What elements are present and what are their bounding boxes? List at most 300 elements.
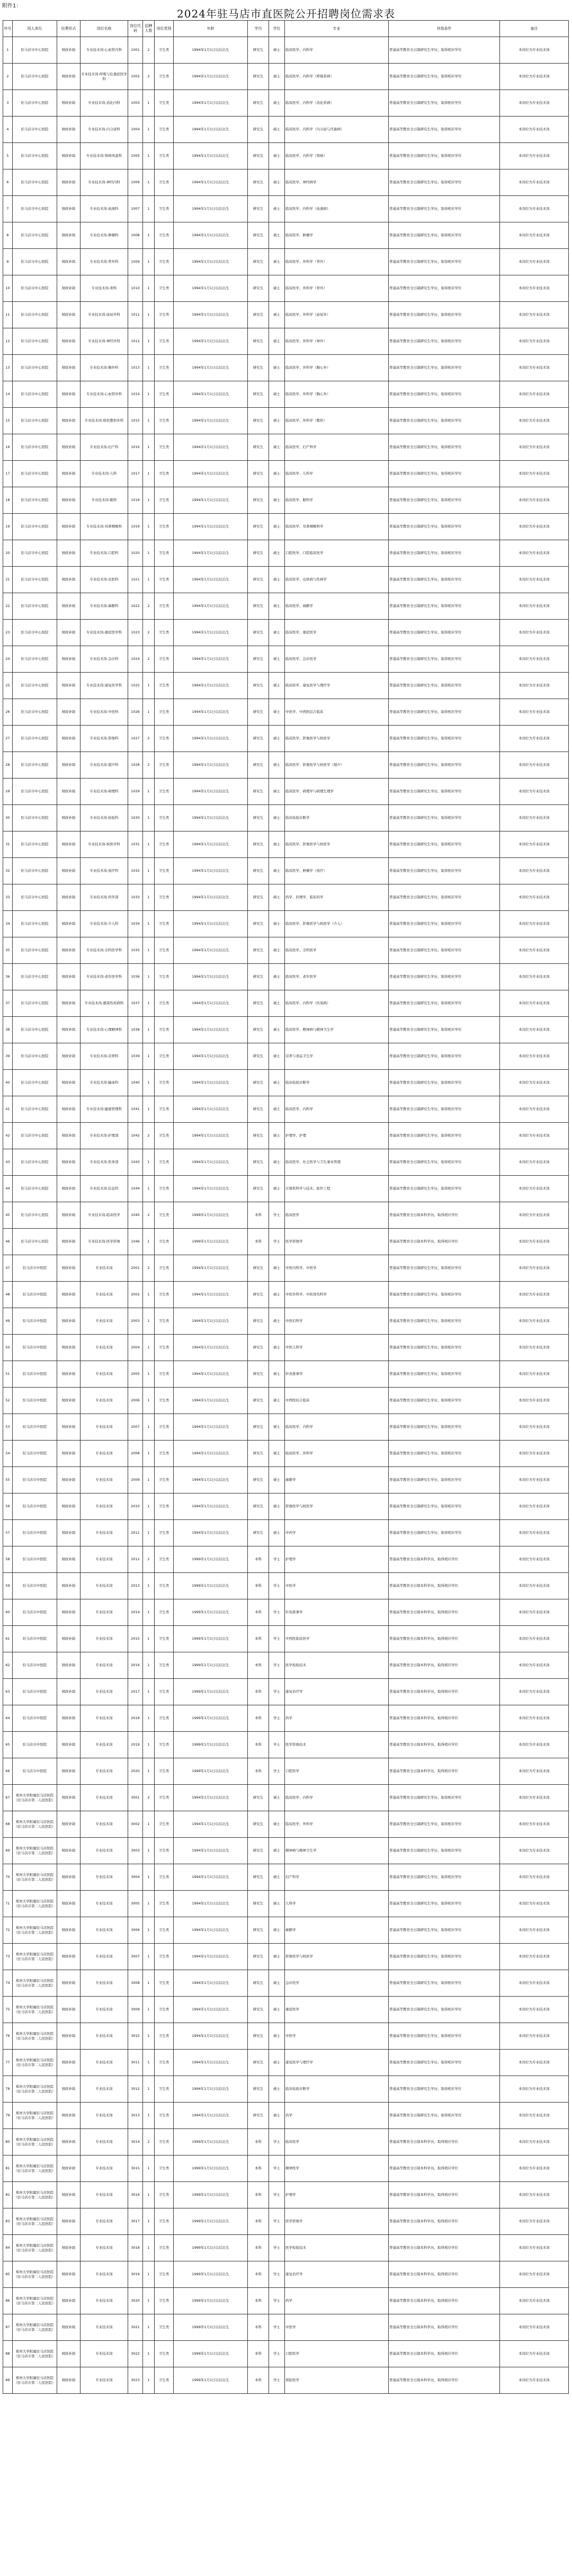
table-cell: 财政补助 bbox=[57, 1361, 81, 1388]
table-cell: 财政补助 bbox=[57, 1441, 81, 1467]
table-cell: 本科 bbox=[248, 1732, 269, 1758]
table-cell: 郑州大学附属驻马店医院（驻马店市第二人民医院） bbox=[13, 1891, 57, 1917]
table-cell: 硕士 bbox=[269, 990, 285, 1017]
table-cell: 驻马店市中心医院 bbox=[13, 143, 57, 169]
table-cell: 1994年1月1日以后出生 bbox=[174, 726, 248, 752]
table-cell: 郑州大学附属驻马店医院（驻马店市第二人民医院） bbox=[13, 2235, 57, 2261]
table-cell: 3019 bbox=[128, 2261, 143, 2288]
table-cell: 1994年1月1日以后出生 bbox=[174, 302, 248, 328]
table-cell: 1013 bbox=[128, 355, 143, 381]
table-cell: 1005 bbox=[128, 143, 143, 169]
table-cell: 硕士 bbox=[269, 328, 285, 355]
table-cell: 硕士 bbox=[269, 1917, 285, 1944]
table-cell: 2 bbox=[143, 620, 155, 646]
table-cell: 郑州大学附属驻马店医院（驻马店市第二人民医院） bbox=[13, 1785, 57, 1811]
table-cell: 财政补助 bbox=[57, 1997, 81, 2023]
table-cell: 驻马店市中心医院 bbox=[13, 831, 57, 858]
table-cell: 硕士 bbox=[269, 699, 285, 726]
table-cell: 学士 bbox=[269, 2367, 285, 2394]
table-cell: 本岗位为专业技术岗 bbox=[500, 805, 569, 831]
table-cell: 60 bbox=[3, 1599, 13, 1626]
table-cell: 卫生类 bbox=[155, 1123, 174, 1149]
table-cell: 药学、药理学、临床药学 bbox=[285, 884, 389, 911]
table-cell: 驻马店市中心医院 bbox=[13, 884, 57, 911]
table-cell: 硕士 bbox=[269, 487, 285, 514]
table-cell: 本岗位为专业技术岗 bbox=[500, 1149, 569, 1176]
table-cell: 康复治疗学 bbox=[285, 2261, 389, 2288]
table-row bbox=[3, 143, 569, 169]
table-cell: 卫生类 bbox=[155, 1652, 174, 1679]
table-cell: 卫生类 bbox=[155, 1997, 174, 2023]
table-row bbox=[3, 64, 569, 90]
table-row bbox=[3, 2367, 569, 2394]
table-cell: 普通高等教育全日制研究生学历，取得相应学位 bbox=[389, 2050, 500, 2076]
table-cell: 卫生类 bbox=[155, 143, 174, 169]
table-cell: 专业技术岗 bbox=[81, 1546, 128, 1573]
table-row bbox=[3, 1176, 569, 1202]
table-cell: 财政补助 bbox=[57, 1017, 81, 1043]
table-cell: 2004 bbox=[128, 1335, 143, 1361]
table-cell: 1994年1月1日以后出生 bbox=[174, 1493, 248, 1520]
table-cell: 研究生 bbox=[248, 1070, 269, 1096]
table-cell: 学士 bbox=[269, 2288, 285, 2314]
table-cell: 郑州大学附属驻马店医院（驻马店市第二人民医院） bbox=[13, 2103, 57, 2129]
table-cell: 本科 bbox=[248, 1758, 269, 1785]
table-cell: 71 bbox=[3, 1891, 13, 1917]
table-cell: 驻马店市中医院 bbox=[13, 1361, 57, 1388]
table-cell: 硕士 bbox=[269, 1838, 285, 1864]
table-cell: 研究生 bbox=[248, 434, 269, 461]
table-cell: 研究生 bbox=[248, 620, 269, 646]
table-cell: 3016 bbox=[128, 2182, 143, 2208]
table-cell: 硕士 bbox=[269, 805, 285, 831]
recruitment-table bbox=[3, 20, 569, 2394]
table-cell: 普通高等教育全日制研究生学历，取得相应学位 bbox=[389, 540, 500, 567]
table-cell: 硕士 bbox=[269, 1864, 285, 1891]
table-cell: 15 bbox=[3, 408, 13, 434]
table-cell: 医学影像学 bbox=[285, 2208, 389, 2235]
table-cell: 专业技术岗-药学部 bbox=[81, 884, 128, 911]
table-cell: 卫生类 bbox=[155, 1096, 174, 1123]
table-cell: 1994年1月1日以后出生 bbox=[174, 567, 248, 593]
table-cell: 普通高等教育全日制研究生学历，取得相应学位 bbox=[389, 1997, 500, 2023]
table-cell: 财政补助 bbox=[57, 1732, 81, 1758]
table-cell: 硕士 bbox=[269, 1520, 285, 1546]
table-cell: 1994年1月1日以后出生 bbox=[174, 1149, 248, 1176]
table-cell: 硕士 bbox=[269, 1043, 285, 1070]
table-cell: 本岗位为专业技术岗 bbox=[500, 1123, 569, 1149]
table-cell: 卫生类 bbox=[155, 858, 174, 884]
table-cell: 普通高等教育全日制研究生学历，取得相应学位 bbox=[389, 514, 500, 540]
table-cell: 专业技术岗-心血管外科 bbox=[81, 381, 128, 408]
table-cell: 2 bbox=[3, 64, 13, 90]
table-cell: 9 bbox=[3, 249, 13, 275]
table-cell: 本岗位为专业技术岗 bbox=[500, 1335, 569, 1361]
table-cell: 专业技术岗-烧伤整形外科 bbox=[81, 408, 128, 434]
table-cell: 专业技术岗 bbox=[81, 1441, 128, 1467]
table-cell: 驻马店市中心医院 bbox=[13, 1149, 57, 1176]
header-cell: 年龄 bbox=[174, 21, 248, 37]
table-row bbox=[3, 726, 569, 752]
table-cell: 45 bbox=[3, 1202, 13, 1229]
table-cell: 郑州大学附属驻马店医院（驻马店市第二人民医院） bbox=[13, 2050, 57, 2076]
table-cell: 1 bbox=[143, 275, 155, 302]
table-cell: 1 bbox=[143, 2261, 155, 2288]
table-cell: 1 bbox=[143, 2076, 155, 2103]
table-cell: 财政补助 bbox=[57, 1335, 81, 1361]
table-cell: 21 bbox=[3, 567, 13, 593]
table-cell: 驻马店市中心医院 bbox=[13, 937, 57, 964]
table-cell: 硕士 bbox=[269, 964, 285, 990]
table-cell: 硕士 bbox=[269, 1335, 285, 1361]
table-cell: 驻马店市中心医院 bbox=[13, 275, 57, 302]
table-cell: 研究生 bbox=[248, 1043, 269, 1070]
table-cell: 2 bbox=[143, 1123, 155, 1149]
table-cell: 1 bbox=[3, 37, 13, 64]
table-cell: 财政补助 bbox=[57, 726, 81, 752]
table-cell: 卫生类 bbox=[155, 37, 174, 64]
table-cell: 1 bbox=[143, 540, 155, 567]
table-cell: 财政补助 bbox=[57, 355, 81, 381]
table-cell: 财政补助 bbox=[57, 1652, 81, 1679]
table-cell: 2010 bbox=[128, 1493, 143, 1520]
table-cell: 财政补助 bbox=[57, 646, 81, 673]
table-cell: 28 bbox=[3, 752, 13, 779]
table-cell: 护理学、护理 bbox=[285, 1123, 389, 1149]
table-cell: 1999年1月1日以后出生 bbox=[174, 2261, 248, 2288]
table-cell: 62 bbox=[3, 1652, 13, 1679]
table-cell: 普通高等教育全日制研究生学历，取得相应学位 bbox=[389, 1070, 500, 1096]
table-cell: 10 bbox=[3, 275, 13, 302]
table-cell: 普通高等教育全日制研究生学历，取得相应学位 bbox=[389, 831, 500, 858]
table-cell: 驻马店市中医院 bbox=[13, 1441, 57, 1467]
table-cell: 卫生类 bbox=[155, 90, 174, 117]
table-cell: 1994年1月1日以后出生 bbox=[174, 990, 248, 1017]
table-cell: 硕士 bbox=[269, 1255, 285, 1282]
table-cell: 硕士 bbox=[269, 1997, 285, 2023]
table-cell: 财政补助 bbox=[57, 169, 81, 196]
table-cell: 本岗位为专业技术岗 bbox=[500, 196, 569, 222]
table-cell: 卫生类 bbox=[155, 1043, 174, 1070]
table-cell: 财政补助 bbox=[57, 620, 81, 646]
table-cell: 研究生 bbox=[248, 408, 269, 434]
table-cell: 普通高等教育全日制研究生学历，取得相应学位 bbox=[389, 884, 500, 911]
table-cell: 学士 bbox=[269, 1679, 285, 1705]
table-cell: 本岗位为专业技术岗 bbox=[500, 2367, 569, 2394]
table-cell: 25 bbox=[3, 673, 13, 699]
table-cell: 硕士 bbox=[269, 249, 285, 275]
table-cell: 研究生 bbox=[248, 143, 269, 169]
table-cell: 普通高等教育全日制研究生学历，取得相应学位 bbox=[389, 699, 500, 726]
table-cell: 研究生 bbox=[248, 1149, 269, 1176]
table-cell: 研究生 bbox=[248, 593, 269, 620]
table-cell: 专业技术岗 bbox=[81, 1997, 128, 2023]
table-cell: 专业技术岗 bbox=[81, 2314, 128, 2341]
table-cell: 20 bbox=[3, 540, 13, 567]
table-cell: 3012 bbox=[128, 2076, 143, 2103]
table-cell: 硕士 bbox=[269, 64, 285, 90]
table-cell: 卫生类 bbox=[155, 1970, 174, 1997]
table-cell: 卫生类 bbox=[155, 1017, 174, 1043]
table-cell: 1 bbox=[143, 1520, 155, 1546]
table-cell: 本科 bbox=[248, 2182, 269, 2208]
table-cell: 本岗位为专业技术岗 bbox=[500, 1679, 569, 1705]
table-cell: 80 bbox=[3, 2129, 13, 2155]
table-cell: 1994年1月1日以后出生 bbox=[174, 884, 248, 911]
table-cell: 财政补助 bbox=[57, 2023, 81, 2050]
table-cell: 1994年1月1日以后出生 bbox=[174, 2103, 248, 2129]
table-cell: 76 bbox=[3, 2023, 13, 2050]
table-cell: 临床检验诊断学 bbox=[285, 805, 389, 831]
table-cell: 1994年1月1日以后出生 bbox=[174, 2050, 248, 2076]
table-cell: 卫生类 bbox=[155, 2103, 174, 2129]
table-cell: 硕士 bbox=[269, 911, 285, 937]
table-cell: 本岗位为专业技术岗 bbox=[500, 1864, 569, 1891]
table-cell: 普通高等教育全日制研究生学历，取得相应学位 bbox=[389, 408, 500, 434]
table-cell: 卫生类 bbox=[155, 1599, 174, 1626]
table-cell: 驻马店市中心医院 bbox=[13, 1176, 57, 1202]
table-row bbox=[3, 1414, 569, 1441]
table-cell: 医学检验技术 bbox=[285, 1652, 389, 1679]
table-cell: 财政补助 bbox=[57, 381, 81, 408]
table-cell: 普通高等教育全日制本科学历，取得相应学位 bbox=[389, 1679, 500, 1705]
table-cell: 普通高等教育全日制本科学历，取得相应学位 bbox=[389, 1732, 500, 1758]
table-cell: 3017 bbox=[128, 2208, 143, 2235]
table-cell: 4 bbox=[3, 117, 13, 143]
table-cell: 专业技术岗 bbox=[81, 2367, 128, 2394]
table-cell: 1994年1月1日以后出生 bbox=[174, 1970, 248, 1997]
table-cell: 驻马店市中心医院 bbox=[13, 593, 57, 620]
table-cell: 1036 bbox=[128, 964, 143, 990]
table-cell: 1999年1月1日以后出生 bbox=[174, 1229, 248, 1255]
table-cell: 驻马店市中医院 bbox=[13, 1282, 57, 1308]
table-cell: 驻马店市中心医院 bbox=[13, 673, 57, 699]
table-cell: 卫生类 bbox=[155, 1335, 174, 1361]
table-row bbox=[3, 1944, 569, 1970]
table-cell: 普通高等教育全日制研究生学历，取得相应学位 bbox=[389, 620, 500, 646]
table-cell: 卫生类 bbox=[155, 2155, 174, 2182]
table-cell: 驻马店市中心医院 bbox=[13, 699, 57, 726]
table-cell: 专业技术岗 bbox=[81, 1970, 128, 1997]
table-cell: 临床医学、麻醉学 bbox=[285, 593, 389, 620]
table-cell: 临床医学、外科学（神外） bbox=[285, 328, 389, 355]
table-cell: 2017 bbox=[128, 1679, 143, 1705]
table-cell: 1021 bbox=[128, 567, 143, 593]
table-cell: 郑州大学附属驻马店医院（驻马店市第二人民医院） bbox=[13, 2288, 57, 2314]
table-row bbox=[3, 858, 569, 884]
table-cell: 1999年1月1日以后出生 bbox=[174, 2288, 248, 2314]
table-cell: 73 bbox=[3, 1944, 13, 1970]
table-row bbox=[3, 1149, 569, 1176]
table-cell: 驻马店市中医院 bbox=[13, 1308, 57, 1335]
table-cell: 硕士 bbox=[269, 779, 285, 805]
table-cell: 1994年1月1日以后出生 bbox=[174, 1388, 248, 1414]
table-row bbox=[3, 2050, 569, 2076]
table-row bbox=[3, 2235, 569, 2261]
table-cell: 卫生类 bbox=[155, 1944, 174, 1970]
table-cell: 普通高等教育全日制本科学历，取得相应学位 bbox=[389, 2341, 500, 2367]
table-cell: 硕士 bbox=[269, 1414, 285, 1441]
table-cell: 1024 bbox=[128, 646, 143, 673]
table-cell: 2 bbox=[143, 726, 155, 752]
table-cell: 1994年1月1日以后出生 bbox=[174, 1811, 248, 1838]
table-cell: 中医学 bbox=[285, 1573, 389, 1599]
table-row bbox=[3, 1970, 569, 1997]
table-row bbox=[3, 752, 569, 779]
table-cell: 本岗位为专业技术岗 bbox=[500, 2314, 569, 2341]
table-cell: 1006 bbox=[128, 169, 143, 196]
table-cell: 本岗位为专业技术岗 bbox=[500, 90, 569, 117]
table-cell: 研究生 bbox=[248, 990, 269, 1017]
table-cell: 卫生类 bbox=[155, 1308, 174, 1335]
table-cell: 本岗位为专业技术岗 bbox=[500, 593, 569, 620]
table-cell: 专业技术岗-心血管内科 bbox=[81, 37, 128, 64]
table-cell: 77 bbox=[3, 2050, 13, 2076]
table-cell: 1030 bbox=[128, 805, 143, 831]
table-cell: 临床医学、全科医学 bbox=[285, 937, 389, 964]
table-row bbox=[3, 2261, 569, 2288]
table-cell: 研究生 bbox=[248, 328, 269, 355]
table-cell: 硕士 bbox=[269, 2050, 285, 2076]
table-cell: 研究生 bbox=[248, 752, 269, 779]
table-cell: 专业技术岗 bbox=[81, 1891, 128, 1917]
table-cell: 1023 bbox=[128, 620, 143, 646]
table-cell: 卫生类 bbox=[155, 2367, 174, 2394]
table-cell: 财政补助 bbox=[57, 64, 81, 90]
table-row bbox=[3, 1732, 569, 1758]
table-cell: 专业技术岗-重症医学科 bbox=[81, 620, 128, 646]
table-cell: 本科 bbox=[248, 2314, 269, 2341]
table-cell: 普通高等教育全日制研究生学历，取得相应学位 bbox=[389, 1043, 500, 1070]
table-cell: 1 bbox=[143, 567, 155, 593]
table-cell: 临床医学、影像医学与核医学 bbox=[285, 726, 389, 752]
table-cell: 普通高等教育全日制研究生学历，取得相应学位 bbox=[389, 1123, 500, 1149]
table-cell: 1994年1月1日以后出生 bbox=[174, 964, 248, 990]
table-row bbox=[3, 355, 569, 381]
table-cell: 财政补助 bbox=[57, 2050, 81, 2076]
table-cell: 中药学 bbox=[285, 1520, 389, 1546]
table-cell: 卫生类 bbox=[155, 2050, 174, 2076]
table-row bbox=[3, 434, 569, 461]
table-cell: 本岗位为专业技术岗 bbox=[500, 1944, 569, 1970]
table-cell: 临床医学、影像医学与核医学 bbox=[285, 831, 389, 858]
table-cell: 普通高等教育全日制本科学历，取得相应学位 bbox=[389, 2208, 500, 2235]
table-cell: 1 bbox=[143, 1758, 155, 1785]
table-cell: 学士 bbox=[269, 1546, 285, 1573]
table-row bbox=[3, 1467, 569, 1493]
table-cell: 财政补助 bbox=[57, 37, 81, 64]
table-cell: 19 bbox=[3, 514, 13, 540]
table-cell: 1014 bbox=[128, 381, 143, 408]
table-cell: 专业技术岗 bbox=[81, 2076, 128, 2103]
table-cell: 2007 bbox=[128, 1414, 143, 1441]
table-row bbox=[3, 593, 569, 620]
table-cell: 财政补助 bbox=[57, 2076, 81, 2103]
table-cell: 1 bbox=[143, 1149, 155, 1176]
table-cell: 普通高等教育全日制本科学历，取得相应学位 bbox=[389, 2155, 500, 2182]
table-cell: 专业技术岗-医务部 bbox=[81, 1149, 128, 1176]
table-cell: 1 bbox=[143, 196, 155, 222]
table-cell: 普通高等教育全日制研究生学历，取得相应学位 bbox=[389, 673, 500, 699]
table-cell: 1994年1月1日以后出生 bbox=[174, 1785, 248, 1811]
table-cell: 本岗位为专业技术岗 bbox=[500, 1626, 569, 1652]
table-cell: 72 bbox=[3, 1917, 13, 1944]
table-cell: 卫生类 bbox=[155, 1176, 174, 1202]
table-cell: 财政补助 bbox=[57, 1917, 81, 1944]
table-cell: 1999年1月1日以后出生 bbox=[174, 1758, 248, 1785]
table-cell: 财政补助 bbox=[57, 1043, 81, 1070]
header-cell: 用人单位 bbox=[13, 21, 57, 37]
table-cell: 本科 bbox=[248, 2341, 269, 2367]
table-cell: 硕士 bbox=[269, 2023, 285, 2050]
table-cell: 1043 bbox=[128, 1149, 143, 1176]
table-cell: 研究生 bbox=[248, 37, 269, 64]
table-cell: 卫生类 bbox=[155, 1520, 174, 1546]
table-cell: 卫生类 bbox=[155, 1864, 174, 1891]
table-row bbox=[3, 37, 569, 64]
table-cell: 普通高等教育全日制本科学历，取得相应学位 bbox=[389, 2367, 500, 2394]
table-cell: 郑州大学附属驻马店医院（驻马店市第二人民医院） bbox=[13, 1997, 57, 2023]
table-cell: 1 bbox=[143, 1917, 155, 1944]
table-cell: 3002 bbox=[128, 1811, 143, 1838]
table-cell: 普通高等教育全日制研究生学历，取得相应学位 bbox=[389, 1520, 500, 1546]
table-cell: 研究生 bbox=[248, 831, 269, 858]
table-cell: 1 bbox=[143, 1997, 155, 2023]
table-cell: 专业技术岗-临床医学 bbox=[81, 1202, 128, 1229]
table-cell: 普通高等教育全日制研究生学历，取得相应学位 bbox=[389, 117, 500, 143]
table-cell: 普通高等教育全日制研究生学历，取得相应学位 bbox=[389, 302, 500, 328]
table-cell: 2015 bbox=[128, 1626, 143, 1652]
table-cell: 普通高等教育全日制研究生学历，取得相应学位 bbox=[389, 1335, 500, 1361]
table-cell: 硕士 bbox=[269, 884, 285, 911]
table-cell: 1999年1月1日以后出生 bbox=[174, 2367, 248, 2394]
table-row bbox=[3, 911, 569, 937]
table-cell: 普通高等教育全日制研究生学历，取得相应学位 bbox=[389, 328, 500, 355]
table-cell: 本科 bbox=[248, 2288, 269, 2314]
header-cell: 经费形式 bbox=[57, 21, 81, 37]
table-cell: 硕士 bbox=[269, 937, 285, 964]
table-cell: 40 bbox=[3, 1070, 13, 1096]
table-cell: 临床医学、皮肤病与性病学 bbox=[285, 567, 389, 593]
table-cell: 1045 bbox=[128, 1202, 143, 1229]
table-cell: 驻马店市中心医院 bbox=[13, 1096, 57, 1123]
table-row bbox=[3, 328, 569, 355]
table-cell: 针灸推拿学 bbox=[285, 1599, 389, 1626]
table-cell: 1994年1月1日以后出生 bbox=[174, 169, 248, 196]
table-cell: 专业技术岗-感染性疾病科 bbox=[81, 990, 128, 1017]
table-cell: 1994年1月1日以后出生 bbox=[174, 408, 248, 434]
table-cell: 专业技术岗-口腔科 bbox=[81, 540, 128, 567]
table-cell: 1 bbox=[143, 1864, 155, 1891]
table-cell: 财政补助 bbox=[57, 2341, 81, 2367]
table-cell: 1 bbox=[143, 699, 155, 726]
table-cell: 财政补助 bbox=[57, 805, 81, 831]
table-cell: 普通高等教育全日制本科学历，取得相应学位 bbox=[389, 2129, 500, 2155]
table-cell: 卫生类 bbox=[155, 2182, 174, 2208]
header-cell: 招聘人数 bbox=[143, 21, 155, 37]
table-cell: 47 bbox=[3, 1255, 13, 1282]
header-cell: 备注 bbox=[500, 21, 569, 37]
table-cell: 2020 bbox=[128, 1758, 143, 1785]
table-row bbox=[3, 2208, 569, 2235]
table-cell: 研究生 bbox=[248, 169, 269, 196]
table-cell: 学士 bbox=[269, 2261, 285, 2288]
table-cell: 本岗位为专业技术岗 bbox=[500, 2235, 569, 2261]
table-cell: 普通高等教育全日制研究生学历，取得相应学位 bbox=[389, 567, 500, 593]
table-cell: 3006 bbox=[128, 1917, 143, 1944]
table-cell: 卫生类 bbox=[155, 699, 174, 726]
table-cell: 1 bbox=[143, 2367, 155, 2394]
